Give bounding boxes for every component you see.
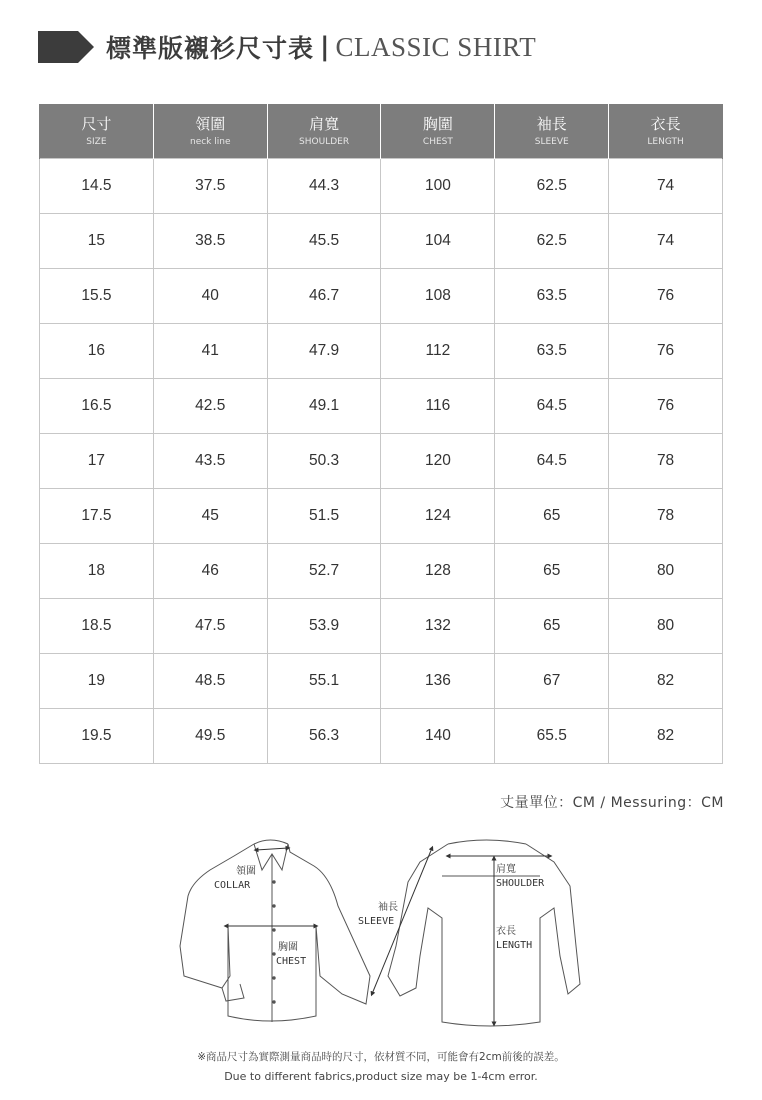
- chest-label-en: CHEST: [276, 956, 307, 967]
- arrow-right-icon: [38, 31, 94, 63]
- table-row: [40, 434, 723, 489]
- table-row: [40, 709, 723, 764]
- cell-size: 19: [40, 654, 154, 709]
- table-row: [40, 159, 723, 214]
- table-header-row: [40, 104, 723, 159]
- cell-sleeve: 65: [495, 489, 609, 544]
- cell-sleeve: 67: [495, 654, 609, 709]
- table-row: [40, 214, 723, 269]
- cell-length: 78: [609, 434, 723, 489]
- cell-shoulder: 45.5: [267, 214, 381, 269]
- cell-neck: 46: [153, 544, 267, 599]
- cell-sleeve: 63.5: [495, 324, 609, 379]
- cell-sleeve: 62.5: [495, 159, 609, 214]
- cell-neck: 38.5: [153, 214, 267, 269]
- cell-chest: 108: [381, 269, 495, 324]
- table-row: [40, 324, 723, 379]
- collar-measure-line: [256, 848, 288, 850]
- table-row: [40, 544, 723, 599]
- table-row: [40, 269, 723, 324]
- cell-length: 76: [609, 269, 723, 324]
- header-chest: 胸圍 CHEST: [381, 104, 495, 159]
- shirt-measurement-diagram: [170, 826, 600, 1036]
- cell-neck: 42.5: [153, 379, 267, 434]
- cell-chest: 128: [381, 544, 495, 599]
- cell-shoulder: 51.5: [267, 489, 381, 544]
- cell-chest: 100: [381, 159, 495, 214]
- shirt-front-drawing: [180, 840, 370, 1022]
- cell-length: 80: [609, 544, 723, 599]
- table-row: [40, 379, 723, 434]
- cell-length: 74: [609, 214, 723, 269]
- cell-chest: 116: [381, 379, 495, 434]
- cell-sleeve: 65: [495, 599, 609, 654]
- size-table: [39, 104, 723, 764]
- cell-shoulder: 56.3: [267, 709, 381, 764]
- title-zh: 標準版襯衫尺寸表: [106, 34, 315, 63]
- cell-size: 14.5: [40, 159, 154, 214]
- cell-chest: 112: [381, 324, 495, 379]
- cell-chest: 136: [381, 654, 495, 709]
- header-shoulder: 肩寬 SHOULDER: [267, 104, 381, 159]
- shoulder-label-en: SHOULDER: [496, 878, 545, 889]
- cell-shoulder: 49.1: [267, 379, 381, 434]
- cell-shoulder: 53.9: [267, 599, 381, 654]
- cell-size: 19.5: [40, 709, 154, 764]
- length-label-zh: 衣長: [496, 926, 516, 937]
- cell-sleeve: 64.5: [495, 434, 609, 489]
- cell-sleeve: 64.5: [495, 379, 609, 434]
- cell-shoulder: 47.9: [267, 324, 381, 379]
- cell-size: 18.5: [40, 599, 154, 654]
- cell-shoulder: 50.3: [267, 434, 381, 489]
- cell-length: 76: [609, 379, 723, 434]
- shirt-back-drawing: [388, 840, 580, 1026]
- table-row: [40, 489, 723, 544]
- cell-size: 16: [40, 324, 154, 379]
- cell-sleeve: 62.5: [495, 214, 609, 269]
- cell-length: 82: [609, 654, 723, 709]
- cell-length: 74: [609, 159, 723, 214]
- header-neck: 領圍 neck line: [153, 104, 267, 159]
- cell-length: 78: [609, 489, 723, 544]
- table-row: [40, 599, 723, 654]
- cell-size: 15: [40, 214, 154, 269]
- sleeve-label-en: SLEEVE: [358, 916, 395, 927]
- footnote-zh: ※商品尺寸為實際測量商品時的尺寸，依材質不同，可能會有2cm前後的誤差。: [197, 1051, 565, 1063]
- cell-sleeve: 63.5: [495, 269, 609, 324]
- cell-chest: 120: [381, 434, 495, 489]
- page-title: [38, 28, 536, 66]
- cell-chest: 140: [381, 709, 495, 764]
- cell-shoulder: 52.7: [267, 544, 381, 599]
- cell-size: 15.5: [40, 269, 154, 324]
- cell-chest: 132: [381, 599, 495, 654]
- cell-size: 17.5: [40, 489, 154, 544]
- shoulder-label-zh: 肩寬: [496, 864, 516, 875]
- title-separator: |: [320, 32, 330, 62]
- cell-shoulder: 55.1: [267, 654, 381, 709]
- header-size: 尺寸 SIZE: [40, 104, 154, 159]
- table-row: [40, 654, 723, 709]
- sleeve-label-zh: 袖長: [378, 902, 398, 913]
- collar-label-zh: 領圍: [236, 866, 256, 877]
- cell-chest: 104: [381, 214, 495, 269]
- collar-label-en: COLLAR: [214, 880, 251, 891]
- cell-neck: 47.5: [153, 599, 267, 654]
- header-length: 衣長 LENGTH: [609, 104, 723, 159]
- cell-chest: 124: [381, 489, 495, 544]
- cell-neck: 43.5: [153, 434, 267, 489]
- cell-neck: 45: [153, 489, 267, 544]
- cell-size: 18: [40, 544, 154, 599]
- cell-neck: 37.5: [153, 159, 267, 214]
- cell-neck: 40: [153, 269, 267, 324]
- length-label-en: LENGTH: [496, 940, 533, 951]
- cell-sleeve: 65.5: [495, 709, 609, 764]
- header-sleeve: 袖長 SLEEVE: [495, 104, 609, 159]
- cell-size: 16.5: [40, 379, 154, 434]
- cell-neck: 48.5: [153, 654, 267, 709]
- cell-neck: 41: [153, 324, 267, 379]
- cell-neck: 49.5: [153, 709, 267, 764]
- unit-note: 丈量單位：CM / Messuring：CM: [500, 795, 724, 811]
- cell-sleeve: 65: [495, 544, 609, 599]
- chest-label-zh: 胸圍: [278, 942, 298, 953]
- footnote-en: Due to different fabrics,product size may be 1-4cm error.: [224, 1070, 538, 1083]
- cell-length: 80: [609, 599, 723, 654]
- title-en: CLASSIC SHIRT: [335, 31, 537, 62]
- cell-shoulder: 46.7: [267, 269, 381, 324]
- cell-length: 76: [609, 324, 723, 379]
- cell-size: 17: [40, 434, 154, 489]
- cell-length: 82: [609, 709, 723, 764]
- table-body: [40, 159, 723, 764]
- cell-shoulder: 44.3: [267, 159, 381, 214]
